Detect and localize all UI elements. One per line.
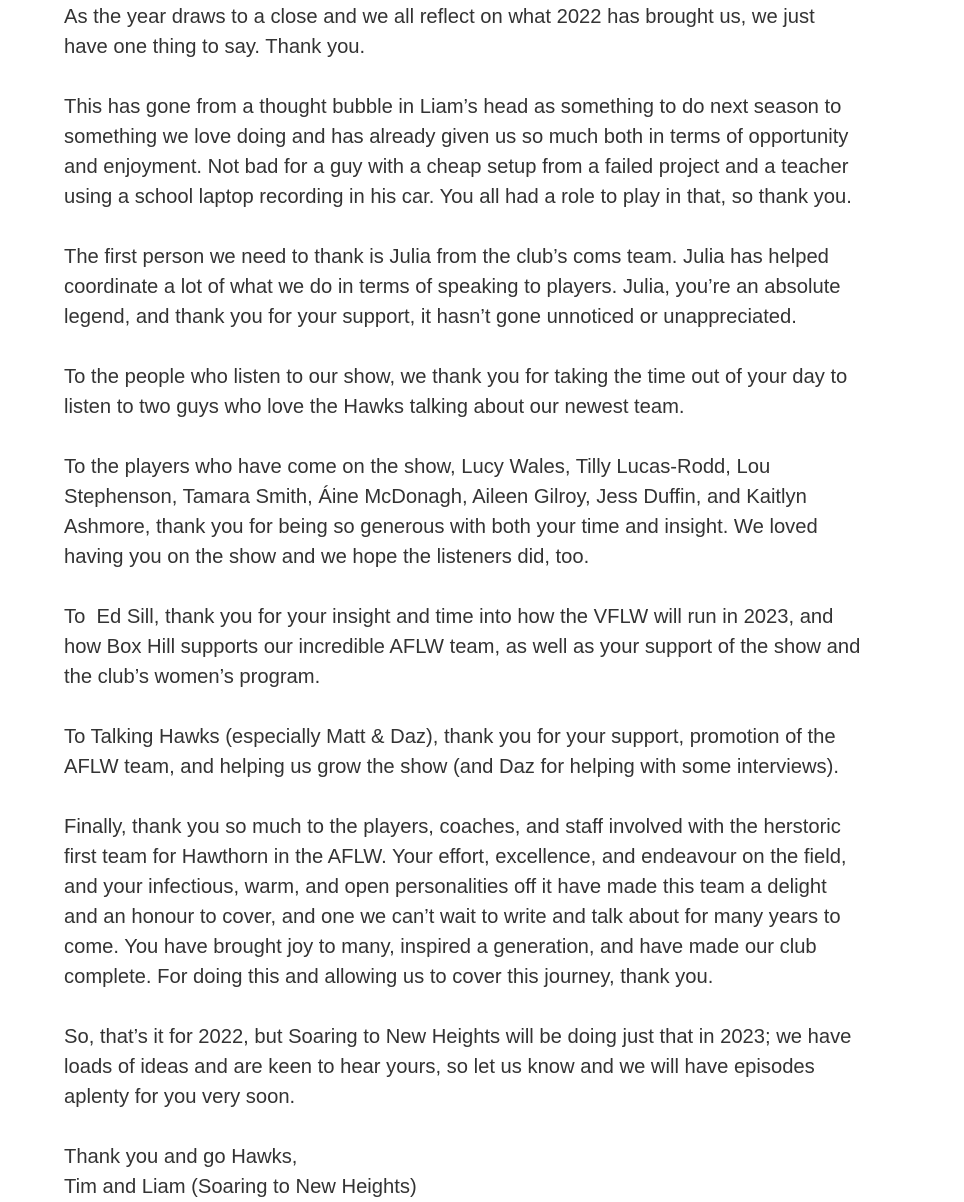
text-line: complete. For doing this and allowing us to cover this journey, thank you. [64, 966, 714, 988]
text-line: As the year draws to a close and we all reflect on what 2022 has brought us, we just [64, 6, 815, 28]
letter-body [64, 2, 944, 1202]
text-line: legend, and thank you for your support, it hasn’t gone unnoticed or unappreciated. [64, 306, 797, 328]
text-line: having you on the show and we hope the listeners did, too. [64, 546, 590, 568]
paragraph-year-intro [64, 2, 944, 62]
paragraph-outlook-2023 [64, 1022, 944, 1112]
text-line: This has gone from a thought bubble in Liam’s head as something to do next season to [64, 96, 842, 118]
paragraph-thanks-listeners [64, 362, 944, 422]
text-line: the club’s women’s program. [64, 666, 321, 688]
signature-line: Tim and Liam (Soaring to New Heights) [64, 1176, 417, 1198]
text-line: using a school laptop recording in his car. You all had a role to play in that, so thank you. [64, 186, 852, 208]
text-line: Ashmore, thank you for being so generous with both your time and insight. We loved [64, 516, 818, 538]
text-line: Finally, thank you so much to the players, coaches, and staff involved with the herstoric [64, 816, 841, 838]
text-line: loads of ideas and are keen to hear yours, so let us know and we will have episodes [64, 1056, 815, 1078]
text-line: To the people who listen to our show, we thank you for taking the time out of your day to [64, 366, 848, 388]
text-line: and your infectious, warm, and open personalities off it have made this team a delight [64, 876, 827, 898]
text-line: first team for Hawthorn in the AFLW. Your effort, excellence, and endeavour on the field, [64, 846, 847, 868]
text-line: how Box Hill supports our incredible AFLW team, as well as your support of the show and [64, 636, 861, 658]
text-line: something we love doing and has already given us so much both in terms of opportunity [64, 126, 849, 148]
closing-line: Thank you and go Hawks, [64, 1146, 298, 1168]
text-line: The first person we need to thank is Julia from the club’s coms team. Julia has helped [64, 246, 829, 268]
paragraph-thanks-ed-sill [64, 602, 944, 692]
paragraph-origin-story [64, 92, 944, 212]
text-line: coordinate a lot of what we do in terms of speaking to players. Julia, you’re an absolute [64, 276, 841, 298]
paragraph-thanks-team [64, 812, 944, 992]
text-line: aplenty for you very soon. [64, 1086, 296, 1108]
text-line: and an honour to cover, and one we can’t wait to write and talk about for many years to [64, 906, 841, 928]
text-line: So, that’s it for 2022, but Soaring to New Heights will be doing just that in 2023; we have [64, 1026, 852, 1048]
signature-block [64, 1142, 944, 1202]
text-line: To the players who have come on the show, Lucy Wales, Tilly Lucas-Rodd, Lou [64, 456, 771, 478]
paragraph-thanks-players [64, 452, 944, 572]
text-line: To Ed Sill, thank you for your insight and time into how the VFLW will run in 2023, and [64, 606, 834, 628]
text-line: have one thing to say. Thank you. [64, 36, 366, 58]
paragraph-thanks-julia [64, 242, 944, 332]
text-line: AFLW team, and helping us grow the show (and Daz for helping with some interviews). [64, 756, 839, 778]
text-line: listen to two guys who love the Hawks talking about our newest team. [64, 396, 685, 418]
paragraph-thanks-talking-hawks [64, 722, 944, 782]
text-line: come. You have brought joy to many, inspired a generation, and have made our club [64, 936, 817, 958]
text-line: Stephenson, Tamara Smith, Áine McDonagh, Aileen Gilroy, Jess Duffin, and Kaitlyn [64, 486, 807, 508]
text-line: and enjoyment. Not bad for a guy with a cheap setup from a failed project and a teacher [64, 156, 849, 178]
text-line: To Talking Hawks (especially Matt & Daz), thank you for your support, promotion of the [64, 726, 836, 748]
